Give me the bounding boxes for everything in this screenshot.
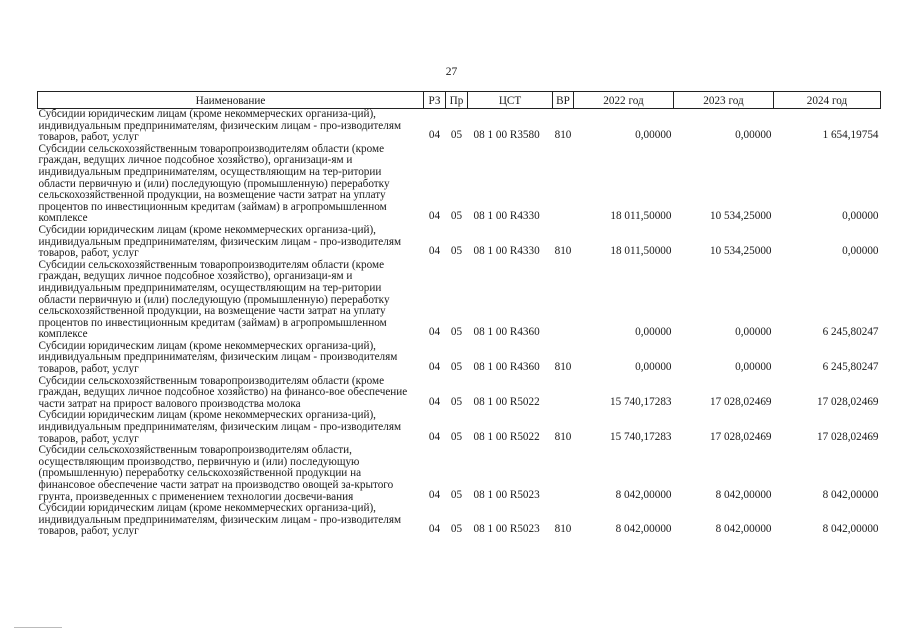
row-2023: 8 042,00000 [715,523,772,536]
row-pr: 05 [450,210,463,223]
table-row [38,445,881,503]
row-pr: 05 [450,430,463,443]
row-2022: 0,00000 [635,129,672,142]
header-2022: 2022 год [574,92,674,109]
header-2024: 2024 год [774,92,881,109]
row-name: Субсидии сельскохозяйственным товаропроизводителям области (кроме граждан, ведущих личное подсобное хозяйство), организаци-ям и индивидуальным предпринимателям, осуществляющим на тер-ритории области первичную и (или) последующую (промышленную) переработку сельскохозяйственной продукции, на возмещение части затрат на уплату процентов по инвестиционным кредитам (займам) в агропромышленном комплексе [38,258,390,341]
row-2023: 10 534,25000 [709,210,772,223]
row-name: Субсидии юридическим лицам (кроме некоммерческих организа-ций), индивидуальным предпринимателям, физическим лицам - про-изводителям товаров, работ, услуг [38,223,402,260]
row-2024: 0,00000 [842,210,879,223]
table-row [38,341,881,376]
table-row [38,144,881,225]
row-pr: 05 [450,395,463,408]
row-2024: 8 042,00000 [822,523,879,536]
table-row [38,503,881,538]
row-2024: 1 654,19754 [822,129,879,142]
row-2023: 0,00000 [735,326,772,339]
row-vr: 810 [554,245,572,258]
row-cst: 08 1 00 R5022 [473,430,540,443]
row-2024: 17 028,02469 [816,395,879,408]
row-2022: 18 011,50000 [610,210,672,223]
row-pr: 05 [450,245,463,258]
row-vr [553,445,574,503]
header-2023: 2023 год [674,92,774,109]
row-name: Субсидии юридическим лицам (кроме некоммерческих организа-ций), индивидуальным предпринимателям, физическим лицам - про-изводителям товаров, работ, услуг [38,409,402,445]
row-2022: 0,00000 [635,361,672,374]
row-cst: 08 1 00 R5023 [473,488,540,501]
row-2023: 17 028,02469 [709,395,772,408]
row-rz: 04 [428,129,441,142]
row-cst: 08 1 00 R4330 [473,245,540,258]
row-cst: 08 1 00 R4360 [473,361,540,374]
header-cst: ЦСТ [468,92,553,109]
row-2024: 8 042,00000 [822,488,879,501]
row-2024: 0,00000 [842,245,879,258]
header-name: Наименование [38,92,424,109]
row-vr [553,376,574,411]
row-2024: 6 245,80247 [822,326,879,339]
page-number: 27 [445,66,458,78]
row-rz: 04 [428,430,441,443]
table-row [38,260,881,341]
table-body [38,109,881,538]
row-name: Субсидии юридическим лицам (кроме некоммерческих организа-ций), индивидуальным предпринимателям, физическим лицам - про-изводителям товаров, работ, услуг [38,108,402,144]
row-rz: 04 [428,326,441,339]
table-row [38,225,881,260]
row-pr: 05 [450,361,463,374]
row-rz: 04 [428,488,441,501]
header-rz: РЗ [424,92,446,109]
row-2022: 8 042,00000 [615,488,672,501]
row-vr [553,260,574,341]
row-vr: 810 [554,430,572,443]
row-rz: 04 [428,245,441,258]
row-pr: 05 [450,129,463,142]
row-rz: 04 [428,523,441,536]
row-pr: 05 [450,488,463,501]
row-name: Субсидии юридическим лицам (кроме некоммерческих организа-ций), индивидуальным предпринимателям, физическим лицам - производителям товаров, работ, услуг [38,339,398,376]
row-2024: 6 245,80247 [822,361,879,374]
row-pr: 05 [450,523,463,536]
row-pr: 05 [450,326,463,339]
row-2023: 0,00000 [735,361,772,374]
row-name: Субсидии сельскохозяйственным товаропроизводителям области (кроме граждан, ведущих личное подсобное хозяйство) на финансо-вое обеспечение части затрат на прирост валового производства молока [38,374,408,410]
header-vr: ВР [553,92,574,109]
row-vr: 810 [554,361,572,374]
row-2022: 15 740,17283 [609,430,672,443]
scan-edge-mark [14,627,62,628]
row-name: Субсидии сельскохозяйственным товаропроизводителям области, осуществляющим производство, первичную и (или) последующую (промышленную) переработку сельскохозяйственной продукции на финансовое обеспечение части затрат на производство овощей за-крытого грунта, произведенных с применением технологии досвечи-вания [38,444,394,503]
table-row [38,376,881,411]
row-2022: 8 042,00000 [615,523,672,536]
row-vr: 810 [554,523,572,536]
row-2023: 17 028,02469 [709,430,772,443]
row-cst: 08 1 00 R5022 [473,395,540,408]
row-2023: 0,00000 [735,129,772,142]
row-rz: 04 [428,395,441,408]
row-cst: 08 1 00 R4330 [473,210,540,223]
row-cst: 08 1 00 R5023 [473,523,540,536]
table-row [38,109,881,144]
row-cst: 08 1 00 R4360 [473,326,540,339]
row-name: Субсидии юридическим лицам (кроме некоммерческих организа-ций), индивидуальным предпринимателям, физическим лицам - про-изводителям товаров, работ, услуг [38,502,402,538]
row-rz: 04 [428,210,441,223]
header-pr: Пр [446,92,468,109]
budget-table [37,91,881,538]
table-header [38,92,881,109]
row-2023: 10 534,25000 [709,245,772,258]
row-vr [553,144,574,225]
row-2024: 17 028,02469 [816,430,879,443]
table-row [38,410,881,445]
row-2023: 8 042,00000 [715,488,772,501]
row-vr: 810 [554,129,572,142]
row-name: Субсидии сельскохозяйственным товаропроизводителям области (кроме граждан, ведущих личное подсобное хозяйство), организаци-ям и индивидуальным предпринимателям, осуществляющим на тер-ритории области первичную и (или) последующую (промышленную) переработку сельскохозяйственной продукции, на возмещение части затрат на уплату процентов по инвестиционным кредитам (займам) в агропромышленном комплексе [38,142,390,225]
row-2022: 0,00000 [635,326,672,339]
row-cst: 08 1 00 R3580 [473,129,540,142]
row-2022: 15 740,17283 [609,395,672,408]
row-2022: 18 011,50000 [610,245,672,258]
row-rz: 04 [428,361,441,374]
